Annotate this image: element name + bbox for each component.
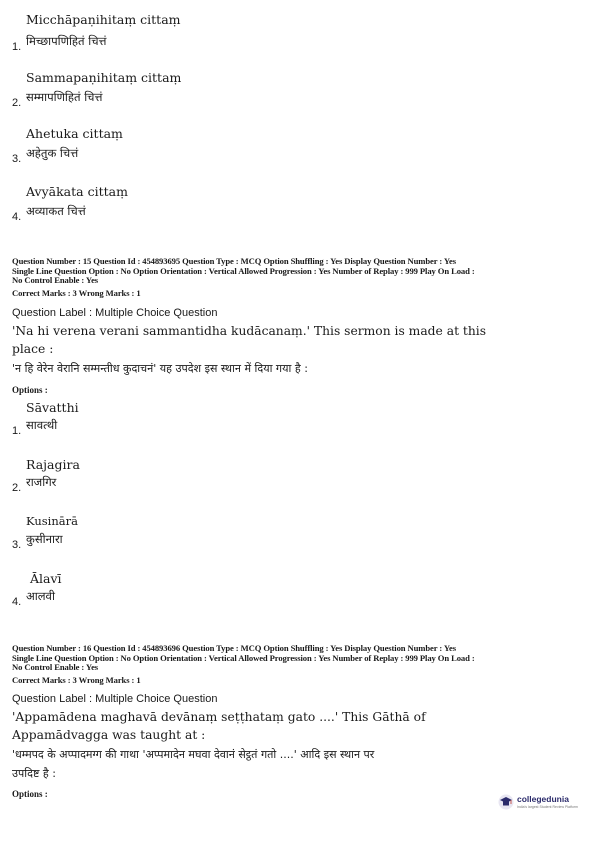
logo-tagline: India's largest Student Review Platform — [517, 805, 578, 809]
q16-question-hindi: 'धम्मपद के अप्पादमग्ग की गाथा 'अप्पमादेन मघवा देवानं सेट्ठतं गतो ....' आदि इस स्थान पर — [12, 748, 375, 761]
q15-question-text: 'Na hi verena verani sammantidha kudācanaṃ.' This sermon is made at this — [12, 324, 487, 338]
meta-line: Question Number : 16 Question Id : 454893696 Question Type : MCQ Option Shuffling : Yes Display Question Number : Yes — [12, 643, 456, 653]
option-roman-text: Sāvatthi — [26, 400, 79, 415]
option-number: 2. — [12, 482, 22, 494]
option-number: 4. — [12, 596, 22, 608]
graduation-cap-icon — [498, 794, 514, 810]
q15-question-text-cont: place : — [12, 342, 54, 356]
marks-line: Correct Marks : 3 Wrong Marks : 1 — [12, 675, 141, 686]
meta-line: No Control Enable : Yes — [12, 275, 99, 286]
option-hindi-text: कुसीनारा — [26, 532, 63, 546]
meta-line: Single Line Question Option : No Option Orientation : Vertical Allowed Progression : Yes Number of Replay : 999 Play On Load : — [12, 265, 475, 276]
q16-metadata — [12, 644, 587, 686]
option-hindi-text: सावत्थी — [26, 418, 58, 432]
q15-question-label: Question Label : Multiple Choice Question — [12, 307, 218, 319]
option-hindi-text: अव्याकत चित्तं — [26, 204, 86, 218]
option-hindi-text: मिच्छापणिहितं चित्तं — [26, 34, 107, 48]
option-roman-text: Kusinārā — [26, 514, 78, 528]
option-roman-text: Sammapaṇihitaṃ cittaṃ — [26, 70, 182, 85]
meta-line: No Control Enable : Yes — [12, 662, 99, 673]
q16-question-label: Question Label : Multiple Choice Question — [12, 693, 218, 705]
q16-options-header: Options : — [12, 789, 48, 799]
q16-question-text-cont: Appamādvagga was taught at : — [12, 728, 206, 742]
option-hindi-text: राजगिर — [26, 475, 57, 489]
q15-question-hindi: 'न हि वेरेन वेरानि सम्मन्तीध कुदाचनं' यह उपदेश इस स्थान में दिया गया है : — [12, 362, 308, 375]
marks-line: Correct Marks : 3 Wrong Marks : 1 — [12, 288, 141, 299]
option-number: 3. — [12, 539, 22, 551]
option-number: 2. — [12, 97, 22, 109]
option-number: 1. — [12, 425, 22, 437]
option-hindi-text: आलवी — [26, 589, 55, 603]
option-number: 1. — [12, 41, 22, 53]
meta-line: Single Line Question Option : No Option Orientation : Vertical Allowed Progression : Yes Number of Replay : 999 Play On Load : — [12, 652, 475, 663]
collegedunia-logo — [498, 792, 590, 816]
meta-line: Question Number : 15 Question Id : 454893695 Question Type : MCQ Option Shuffling : Yes Display Question Number : Yes — [12, 256, 456, 266]
option-number: 4. — [12, 211, 22, 223]
option-roman-text: Ālavī — [30, 571, 62, 586]
option-number: 3. — [12, 153, 22, 165]
option-hindi-text: अहेतुक चित्तं — [26, 146, 79, 160]
option-roman-text: Rajagira — [26, 457, 80, 472]
option-roman-text: Micchāpaṇihitaṃ cittaṃ — [26, 12, 181, 27]
q16-question-text: 'Appamādena maghavā devānaṃ seṭṭhataṃ gato ....' This Gāthā of — [12, 710, 426, 724]
option-hindi-text: सम्मापणिहितं चित्तं — [26, 90, 103, 104]
q16-question-hindi-cont: उपदिष्ट है : — [12, 767, 56, 780]
q15-metadata — [12, 257, 587, 299]
option-roman-text: Ahetuka cittaṃ — [26, 126, 123, 141]
option-roman-text: Avyākata cittaṃ — [26, 184, 128, 199]
q15-options-header: Options : — [12, 385, 48, 395]
logo-brand-text: collegedunia — [517, 794, 569, 804]
